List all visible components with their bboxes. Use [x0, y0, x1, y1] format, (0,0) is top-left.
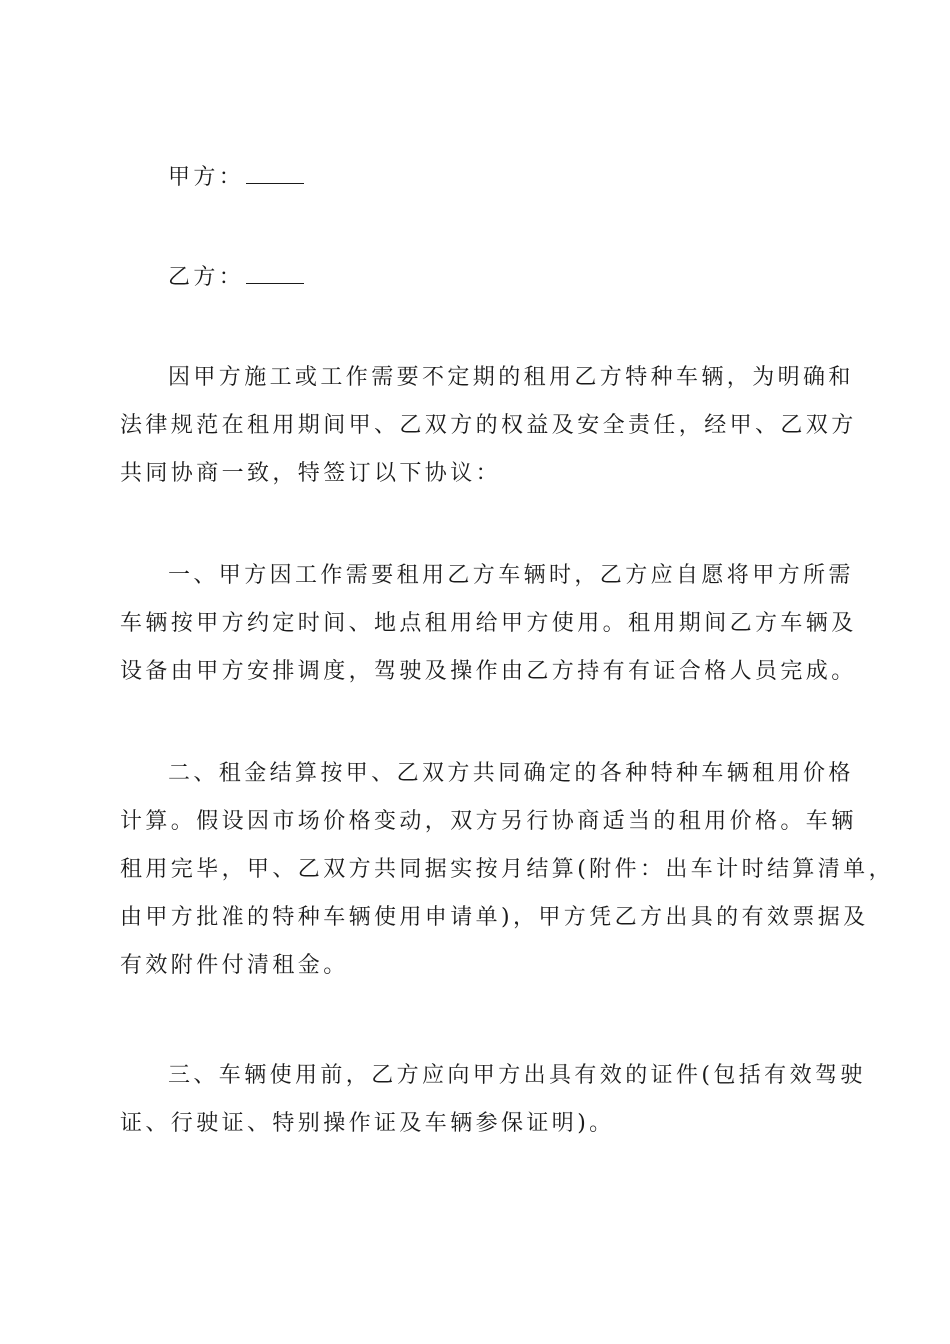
clause1-line-1: 一、甲方因工作需要租用乙方车辆时，乙方应自愿将甲方所需 [168, 563, 854, 588]
party-a-label: 甲方： [168, 165, 245, 190]
party-a-line [168, 154, 888, 202]
clause2-line-2: 计算。假设因市场价格变动，双方另行协商适当的租用价格。车辆 [120, 809, 857, 834]
party-b-blank [246, 257, 304, 284]
party-b-line [168, 254, 888, 302]
intro-line-3: 共同协商一致，特签订以下协议： [120, 461, 502, 486]
intro-line-2: 法律规范在租用期间甲、乙双方的权益及安全责任，经甲、乙双方 [120, 413, 857, 438]
clause2-line-4: 由甲方批准的特种车辆使用申请单)，甲方凭乙方出具的有效票据及 [120, 905, 869, 930]
party-b-label: 乙方： [168, 265, 245, 290]
clause3-line-1: 三、车辆使用前，乙方应向甲方出具有效的证件(包括有效驾驶 [168, 1063, 866, 1088]
clause1-line-2: 车辆按甲方约定时间、地点租用给甲方使用。租用期间乙方车辆及 [120, 611, 857, 636]
clause3-line-2: 证、行驶证、特别操作证及车辆参保证明)。 [120, 1111, 615, 1136]
clause1-line-3: 设备由甲方安排调度，驾驶及操作由乙方持有有证合格人员完成。 [120, 659, 857, 684]
clause2-line-3: 租用完毕，甲、乙双方共同据实按月结算(附件：出车计时结算清单， [120, 857, 894, 882]
intro-line-1: 因甲方施工或工作需要不定期的租用乙方特种车辆，为明确和 [168, 365, 854, 390]
party-a-blank [246, 157, 304, 184]
clause2-line-1: 二、租金结算按甲、乙双方共同确定的各种特种车辆租用价格 [168, 761, 854, 786]
clause2-line-5: 有效附件付清租金。 [120, 953, 349, 978]
